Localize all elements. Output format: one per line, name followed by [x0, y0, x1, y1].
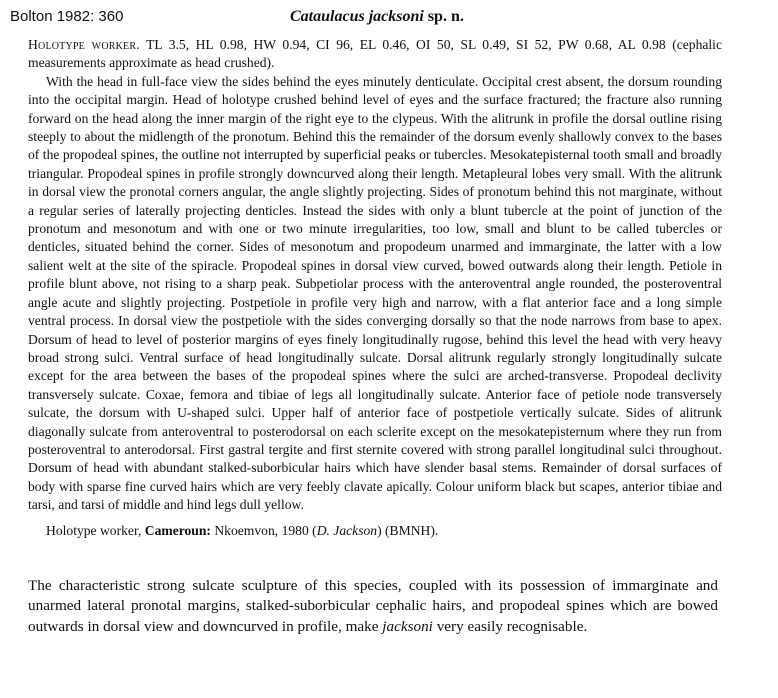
diagnosis-species: jacksoni [382, 617, 433, 635]
material-repository: ) (BMNH). [377, 522, 439, 538]
holotype-heading: Holotype worker. [28, 37, 140, 52]
material-prefix: Holotype worker, [46, 522, 142, 538]
description-paragraph: With the head in full-face view the sides behind the eyes minutely denticulate. Occipital crest absent, the dorsum rounding into the occipital margin. Head of holotype crushed behind level of eyes and the surface fractured; the fracture also running forward on the head along the inner margin of the right eye to the clypeus. With the alitrunk in profile the dorsal outline rising steeply to about the midlength of the pronotum. Behind this the remainder of the dorsum evenly shallowly convex to the bases of the propodeal spines, the outline not interrupted by superficial peaks or tubercles. Mesokatepisternal tooth small and broadly triangular. Propodeal spines in profile strongly downcurved along their length. Metapleural lobes very small. With the alitrunk in dorsal view the pronotal corners angular, the angle slightly projecting. Sides of pronotum behind this not marginate, without a regular series of laterally projecting denticles. Instead the sides with only a blunt tubercle at the point of junction of the pronotum and mesonotum and with one or two minute irregularities, too low, small and blunt to be called tubercles or denticles, situated behind the corner. Sides of mesonotum and propodeum unarmed and immarginate, the latter with a low salient welt at the site of the spiracle. Propodeal spines in dorsal view curved, bowed outwards along their length. Petiole in profile blunt above, not rising to a sharp peak. Subpetiolar process with the anteroventral angle rounded, the posteroventral angle acute and slightly projecting. Postpetiole in profile very high and narrow, with a flat anterior face and a long simple ventral process. In dorsal view the postpetiole with the sides converging dorsally so that the node narrows from base to apex. Dorsum of head to level of posterior margins of eyes finely longitudinally rugose, behind this level the head with very heavy broad strong sulci. Ventral surface of head longitudinally sulcate. Dorsal alitrunk regularly strongly longitudinally sulcate except for the area between the bases of the propodeal spines where the sulci are arched-transverse. Propodeal declivity transversely sulcate. Coxae, femora and tibiae of legs all longitudinally sulcate. Anterior face of petiole node transversely sulcate, the dorsum with U-shaped sulci. Upper half of anterior face of postpetiole vertically sulcate. Sides of alitrunk diagonally sulcate from anteroventral to posterodorsal on each sclerite except on the mesokatepisternum where they run from posteroventral to anterodorsal. First gastral tergite and first sternite covered with strong parallel longitudinal sulci throughout. Dorsum of head with abundant stalked-suborbicular hairs which have slender basal stems. Remainder of dorsal surfaces of body with sparse fine curved hairs which are very feebly clavate apically. Colour uniform black but scapes, anterior tibiae and tarsi, and tarsi of middle and hind legs dull yellow. [28, 73, 722, 513]
diagnosis-paragraph [28, 576, 718, 637]
material-examined [28, 522, 722, 540]
diagnosis-ending: very easily recognisable. [436, 617, 588, 635]
diagnosis-text: The characteristic strong sulcate sculpture of this species, coupled with its possession of immarginate and unarmed lateral pronotal margins, stalked-suborbicular cephalic hairs, and propodeal spines which are bowed outwards in dorsal view and downcurved in profile, make [28, 577, 718, 635]
material-locality: Nkoemvon, 1980 ( [214, 522, 317, 538]
measurements-paragraph [28, 36, 722, 73]
description-block [28, 36, 722, 540]
genus-name: Cataulacus [290, 8, 365, 25]
measurements-text: TL 3.5, HL 0.98, HW 0.94, CI 96, EL 0.46, OI 50, SL 0.49, SI 52, PW 0.68, AL 0.98 (cephalic measurements approximate as head crushed). [28, 37, 722, 71]
material-country: Cameroun: [144, 522, 211, 538]
species-title [290, 8, 464, 26]
material-collector: D. Jackson [316, 522, 378, 538]
citation-header: Bolton 1982: 360 [10, 8, 124, 25]
species-suffix: sp. n. [427, 8, 464, 25]
species-name: jacksoni [368, 8, 424, 25]
